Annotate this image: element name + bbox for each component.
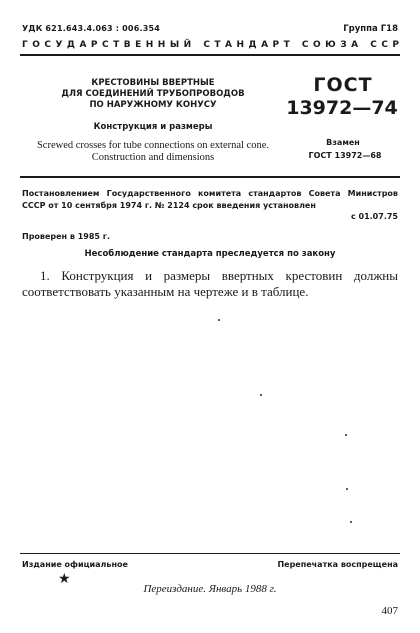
english-title-line-2: Construction and dimensions — [91, 152, 215, 163]
title-line-3: ПО НАРУЖНОМУ КОНУСУ — [89, 100, 217, 110]
top-divider — [20, 54, 400, 56]
scan-speck — [218, 319, 220, 321]
replaces-label: Взамен — [326, 138, 360, 147]
star-icon: ★ — [58, 571, 71, 587]
footer-divider — [20, 553, 400, 554]
page-number: 407 — [381, 605, 398, 617]
decree-text: Постановлением Государственного комитета стандартов Совета Министров СССР от 10 сентября 1974 г. № 2124 срок введения установлен — [22, 189, 398, 210]
subtitle: Конструкция и размеры — [93, 122, 213, 132]
title-block — [28, 78, 278, 111]
effective-date: с 01.07.75 — [350, 212, 398, 221]
reprint-prohibited: Перепечатка воспрещена — [277, 560, 398, 569]
title-line-1: КРЕСТОВИНЫ ВВЕРТНЫЕ — [91, 78, 215, 88]
scan-speck — [345, 434, 347, 436]
replaces-value: ГОСТ 13972—68 — [308, 151, 382, 160]
checked-note: Проверен в 1985 г. — [22, 232, 110, 241]
scan-speck — [346, 488, 348, 490]
gost-label: ГОСТ — [313, 74, 373, 96]
gost-number: 13972—74 — [286, 97, 398, 119]
title-line-2: ДЛЯ СОЕДИНЕНИЙ ТРУБОПРОВОДОВ — [61, 89, 245, 99]
scan-speck — [260, 394, 262, 396]
udk-code: УДК 621.643.4.063 : 006.354 — [22, 24, 161, 33]
legal-notice: Несоблюдение стандарта преследуется по закону — [84, 249, 336, 259]
body-paragraph: 1. Конструкция и размеры ввертных крестовин должны соответствовать указанным на чертеже и в таблице. — [22, 268, 398, 299]
state-standard-banner: ГОСУДАРСТВЕННЫЙ СТАНДАРТ СОЮЗА ССР — [22, 40, 404, 50]
official-edition: Издание официальное — [22, 560, 128, 569]
english-title — [28, 140, 278, 164]
middle-divider — [20, 176, 400, 178]
scan-speck — [350, 521, 352, 523]
english-title-line-1: Screwed crosses for tube connections on external cone. — [36, 140, 270, 151]
group-code: Группа Г18 — [343, 24, 398, 34]
reissue-note: Переиздание. Январь 1988 г. — [143, 583, 277, 595]
